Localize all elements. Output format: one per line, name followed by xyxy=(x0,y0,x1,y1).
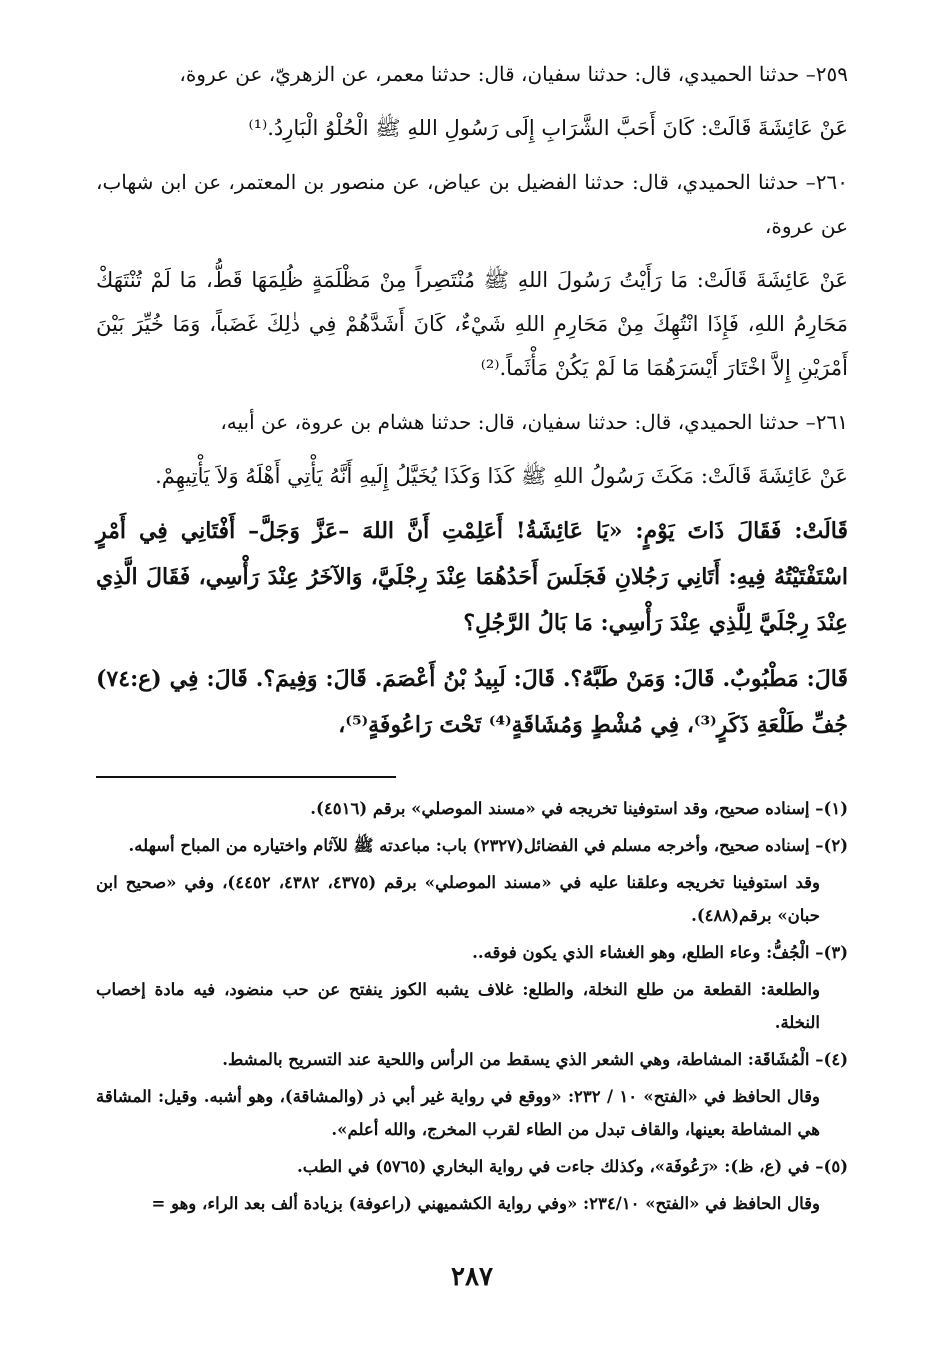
hadith-260-isnad: ٢٦٠– حدثنا الحميدي، قال: حدثنا الفضيل بن عياض، عن منصور بن المعتمر، عن ابن شهاب، عن عروة، xyxy=(96,170,848,238)
hadith-261-matn: عَنْ عَائِشَةَ قَالَتْ: مَكَثَ رَسُولُ اللهِ ﷺ كَذَا وَكَذَا يُخَيَّلُ إِلَيهِ أَنَّهُ يَأْتِي أَهْلَهُ وَلاَ يَأْتِيهِمْ. xyxy=(155,464,848,488)
footnote-5-continued: وقال الحافظ في «الفتح» ٢٣٤/١٠: «وفي رواية الكشميهني (راعوفة) بزيادة ألف بعد الراء، وهو = xyxy=(151,1194,820,1213)
hadith-261-isnad: ٢٦١– حدثنا الحميدي، قال: حدثنا سفيان، قال: حدثنا هشام بن عروة، عن أبيه، xyxy=(220,410,848,434)
footnote-4-continued: وقال الحافظ في «الفتح» ١٠ / ٢٣٢: «ووقع في رواية غير أبي ذر (والمشاقة)، وهو أشبه. وقيل: المشاقة هي المشاطة بعينها، والقاف تبدل من الطاء لقرب المخرج، والله أعلم». xyxy=(96,1087,820,1139)
hadith-259-isnad: ٢٥٩– حدثنا الحميدي، قال: حدثنا سفيان، قال: حدثنا معمر، عن الزهريّ، عن عروة، xyxy=(179,62,848,86)
hadith-text xyxy=(96,52,848,748)
footnote-4: (٤)– الْمُشَاقَة: المشاطة، وهي الشعر الذي يسقط من الرأس واللحية عند التسريح بالمشط. xyxy=(222,1050,848,1069)
footnote-separator xyxy=(96,776,396,778)
footnotes xyxy=(96,792,848,1220)
footnote-3: (٣)– الْجُفُّ: وعاء الطلع، وهو الغشاء الذي يكون فوقه.. xyxy=(472,943,848,962)
hadith-259-matn: عَنْ عَائِشَةَ قَالَتْ: كَانَ أَحَبَّ الشَّرَابِ إِلَى رَسُولِ اللهِ ﷺ الْحُلْوُ الْبَارِدُ.⁽¹⁾ xyxy=(248,116,848,140)
hadith-261-matn-dialogue: قَالَ: مَطْبُوبٌ. قَالَ: وَمَنْ طَبَّهُ؟. قَالَ: لَبِيدُ بْنُ أَعْصَمَ. قَالَ: وَفِيمَ؟. قَالَ: فِي (ع:٧٤) جُفِّ طَلْعَةِ ذَكَرٍ⁽³⁾، فِي مُشْطٍ وَمُشَاقَةٍ⁽⁴⁾ تَحْتَ رَاعُوفَةٍ⁽⁵⁾، xyxy=(96,666,848,738)
footnote-2: (٢)– إسناده صحيح، وأخرجه مسلم في الفضائل(٢٣٢٧) باب: مباعدته ﷺ للآثام واختياره من المباح أسهله. xyxy=(128,836,848,855)
footnote-3-continued: والطلعة: القطعة من طلع النخلة، والطلع: غلاف يشبه الكوز ينفتح عن حب منضود، فيه مادة إخصاب النخلة. xyxy=(96,980,820,1032)
hadith-260-matn: عَنْ عَائِشَةَ قَالَتْ: مَا رَأَيْتُ رَسُولَ اللهِ ﷺ مُنْتَصِراً مِنْ مَظْلَمَةٍ ظُلِمَهَا قَطُّ، مَا لَمْ تُنْتَهَكْ مَحَارِمُ اللهِ، فَإِذَا انْتُهِكَ مِنْ مَحَارِمِ اللهِ شَيْءٌ، كَانَ أَشَدَّهُمْ فِي ذٰلِكَ غَضَباً، وَمَا خُيِّرَ بَيْنَ أَمْرَيْنِ إِلاَّ اخْتَارَ أَيْسَرَهُمَا مَا لَمْ يَكُنْ مَأْثَماً.⁽²⁾ xyxy=(96,268,848,380)
hadith-261-matn-continued: قَالَتْ: فَقَالَ ذَاتَ يَوْمٍ: «يَا عَائِشَةُ! أَعَلِمْتِ أَنَّ اللهَ –عَزَّ وَجَلَّ– أَفْتَانِي فِي أَمْرٍ اسْتَفْتَيْتُهُ فِيهِ: أَتَانِي رَجُلانِ فَجَلَسَ أَحَدُهُمَا عِنْدَ رِجْلَيَّ، وَالآخَرُ عِنْدَ رَأْسِي، فَقَالَ الَّذِي عِنْدَ رِجْلَيَّ لِلَّذِي عِنْدَ رَأْسِي: مَا بَالُ الرَّجُلِ؟ xyxy=(96,518,848,636)
footnote-2-continued: وقد استوفينا تخريجه وعلقنا عليه في «مسند الموصلي» برقم (٤٣٧٥، ٤٣٨٢، ٤٤٥٢)، وفي «صحيح ابن حبان» برقم(٤٨٨). xyxy=(96,873,820,925)
footnote-5: (٥)– في (ع، ظ): «رَعُوفَة»، وكذلك جاءت في رواية البخاري (٥٧٦٥) في الطب. xyxy=(297,1157,848,1176)
footnote-1: (١)– إسناده صحيح، وقد استوفينا تخريجه في «مسند الموصلي» برقم (٤٥١٦). xyxy=(310,799,848,818)
page-number: ٢٨٧ xyxy=(451,1262,493,1292)
